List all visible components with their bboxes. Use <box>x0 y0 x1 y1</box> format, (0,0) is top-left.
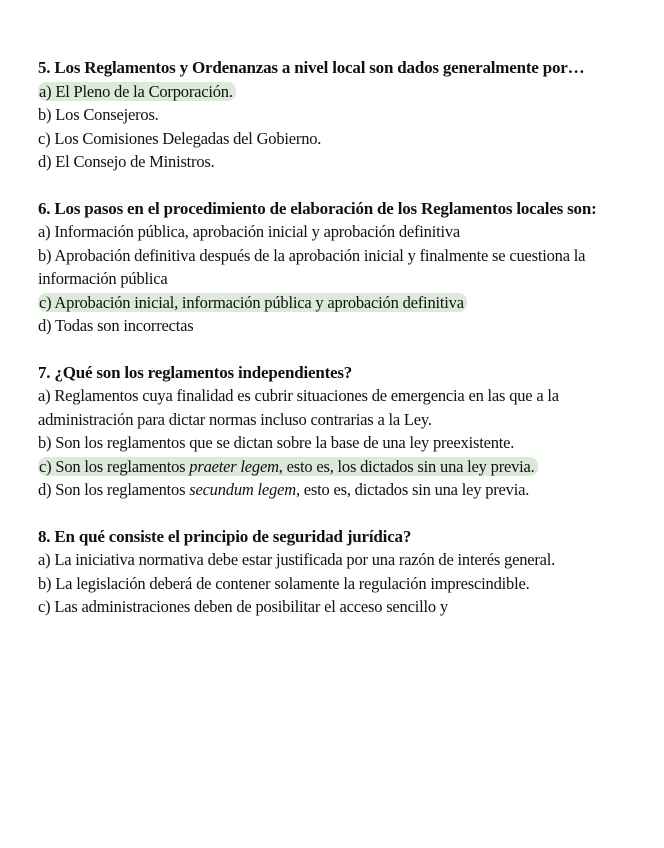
question-7 <box>38 361 634 502</box>
option-d-suffix: , esto es, dictados sin una ley previa. <box>295 480 530 499</box>
option-c-suffix: , esto es, los dictados sin una ley previa. <box>278 456 535 476</box>
option-b: b) Son los reglamentos que se dictan sobre la base de una ley preexistente. <box>38 433 515 452</box>
highlighted-answer <box>38 457 538 476</box>
option-b: b) La legislación deberá de contener solamente la regulación imprescindible. <box>38 573 530 593</box>
question-5 <box>38 56 634 174</box>
highlighted-answer: c) Aprobación inicial, información pública y aprobación definitiva <box>38 293 467 312</box>
question-title: 7. ¿Qué son los reglamentos independientes? <box>38 362 353 382</box>
option-b: b) Aprobación definitiva después de la aprobación inicial y finalmente se cuestiona la información pública <box>38 245 586 288</box>
option-c-italic-term: praeter legem <box>189 456 279 476</box>
option-a: a) Reglamentos cuya finalidad es cubrir situaciones de emergencia en las que a la administración para dictar normas incluso contrarias a la Ley. <box>38 386 559 429</box>
option-d: d) El Consejo de Ministros. <box>38 152 215 171</box>
option-d-italic-term: secundum legem <box>189 480 296 499</box>
option-a: a) Información pública, aprobación inicial y aprobación definitiva <box>38 222 461 241</box>
option-c-prefix: c) Son los reglamentos <box>39 456 190 476</box>
question-title: 8. En qué consiste el principio de seguridad jurídica? <box>38 526 412 546</box>
option-b: b) Los Consejeros. <box>38 105 159 124</box>
option-c: c) Los Comisiones Delegadas del Gobierno. <box>38 128 322 148</box>
option-d: d) Todas son incorrectas <box>38 316 194 335</box>
option-a: a) La iniciativa normativa debe estar justificada por una razón de interés general. <box>38 550 556 569</box>
option-c <box>38 455 634 479</box>
option-d-prefix: d) Son los reglamentos <box>38 480 190 499</box>
option-c: c) Las administraciones deben de posibilitar el acceso sencillo y <box>38 597 448 616</box>
question-title: 5. Los Reglamentos y Ordenanzas a nivel local son dados generalmente por… <box>38 58 585 77</box>
document-page <box>38 56 634 642</box>
option-a <box>38 80 634 104</box>
option-d <box>38 478 634 502</box>
highlighted-answer: a) El Pleno de la Corporación. <box>38 82 236 101</box>
question-6 <box>38 197 634 338</box>
option-c <box>38 291 634 315</box>
question-8 <box>38 525 634 619</box>
question-title: 6. Los pasos en el procedimiento de elaboración de los Reglamentos locales son: <box>38 198 597 218</box>
